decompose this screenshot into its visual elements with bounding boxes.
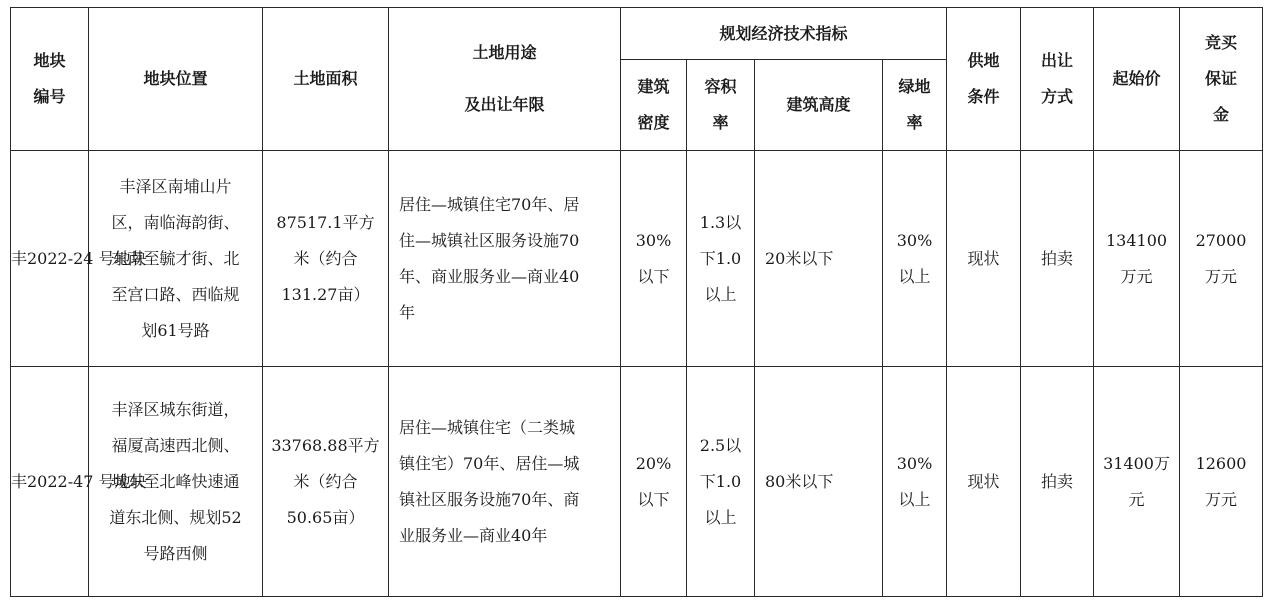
height-cell: 20米以下 xyxy=(755,151,883,367)
deposit-cell: 27000 万元 xyxy=(1180,151,1263,367)
area-cell: 33768.88平方 米（约合 50.65亩） xyxy=(263,367,389,597)
method-cell: 拍卖 xyxy=(1021,151,1094,367)
height-cell: 80米以下 xyxy=(755,367,883,597)
header-location: 地块位置 xyxy=(89,8,263,151)
header-plot-no: 地块 编号 xyxy=(11,8,89,151)
header-density: 建筑 密度 xyxy=(621,60,687,151)
location-cell: 丰泽区城东街道， 福厦高速西北侧、 城东至北峰快速通 道东北侧、规划52 号路西侧 xyxy=(89,367,263,597)
supply-cell: 现状 xyxy=(947,151,1021,367)
header-start-price: 起始价 xyxy=(1094,8,1180,151)
header-usage: 土地用途 及出让年限 xyxy=(389,8,621,151)
table-row xyxy=(11,151,1263,367)
header-deposit: 竞买 保证 金 xyxy=(1180,8,1263,151)
start-price-cell: 31400万 元 xyxy=(1094,367,1180,597)
green-cell: 30% 以上 xyxy=(883,151,947,367)
land-parcel-table xyxy=(10,7,1263,597)
header-method: 出让 方式 xyxy=(1021,8,1094,151)
plot-no-cell: 丰2022-24 号地块 xyxy=(11,151,89,367)
area-cell: 87517.1平方 米（约合 131.27亩） xyxy=(263,151,389,367)
header-row xyxy=(11,8,1263,60)
header-height: 建筑高度 xyxy=(755,60,883,151)
far-cell: 1.3以 下1.0 以上 xyxy=(687,151,755,367)
green-cell: 30% 以上 xyxy=(883,367,947,597)
density-cell: 20% 以下 xyxy=(621,367,687,597)
plot-no-cell: 丰2022-47 号地块 xyxy=(11,367,89,597)
far-cell: 2.5以 下1.0 以上 xyxy=(687,367,755,597)
header-green: 绿地 率 xyxy=(883,60,947,151)
location-cell: 丰泽区南埔山片 区，南临海韵街、 东南至毓才街、北 至宫口路、西临规 划61号路 xyxy=(89,151,263,367)
start-price-cell: 134100 万元 xyxy=(1094,151,1180,367)
header-indicators: 规划经济技术指标 xyxy=(621,8,947,60)
table-row xyxy=(11,367,1263,597)
deposit-cell: 12600 万元 xyxy=(1180,367,1263,597)
usage-cell: 居住—城镇住宅（二类城 镇住宅）70年、居住—城 镇社区服务设施70年、商 业服务业—商业40年 xyxy=(389,367,621,597)
header-far: 容积 率 xyxy=(687,60,755,151)
density-cell: 30% 以下 xyxy=(621,151,687,367)
header-area: 土地面积 xyxy=(263,8,389,151)
usage-cell: 居住—城镇住宅70年、居 住—城镇社区服务设施70 年、商业服务业—商业40 年 xyxy=(389,151,621,367)
method-cell: 拍卖 xyxy=(1021,367,1094,597)
supply-cell: 现状 xyxy=(947,367,1021,597)
header-supply: 供地 条件 xyxy=(947,8,1021,151)
